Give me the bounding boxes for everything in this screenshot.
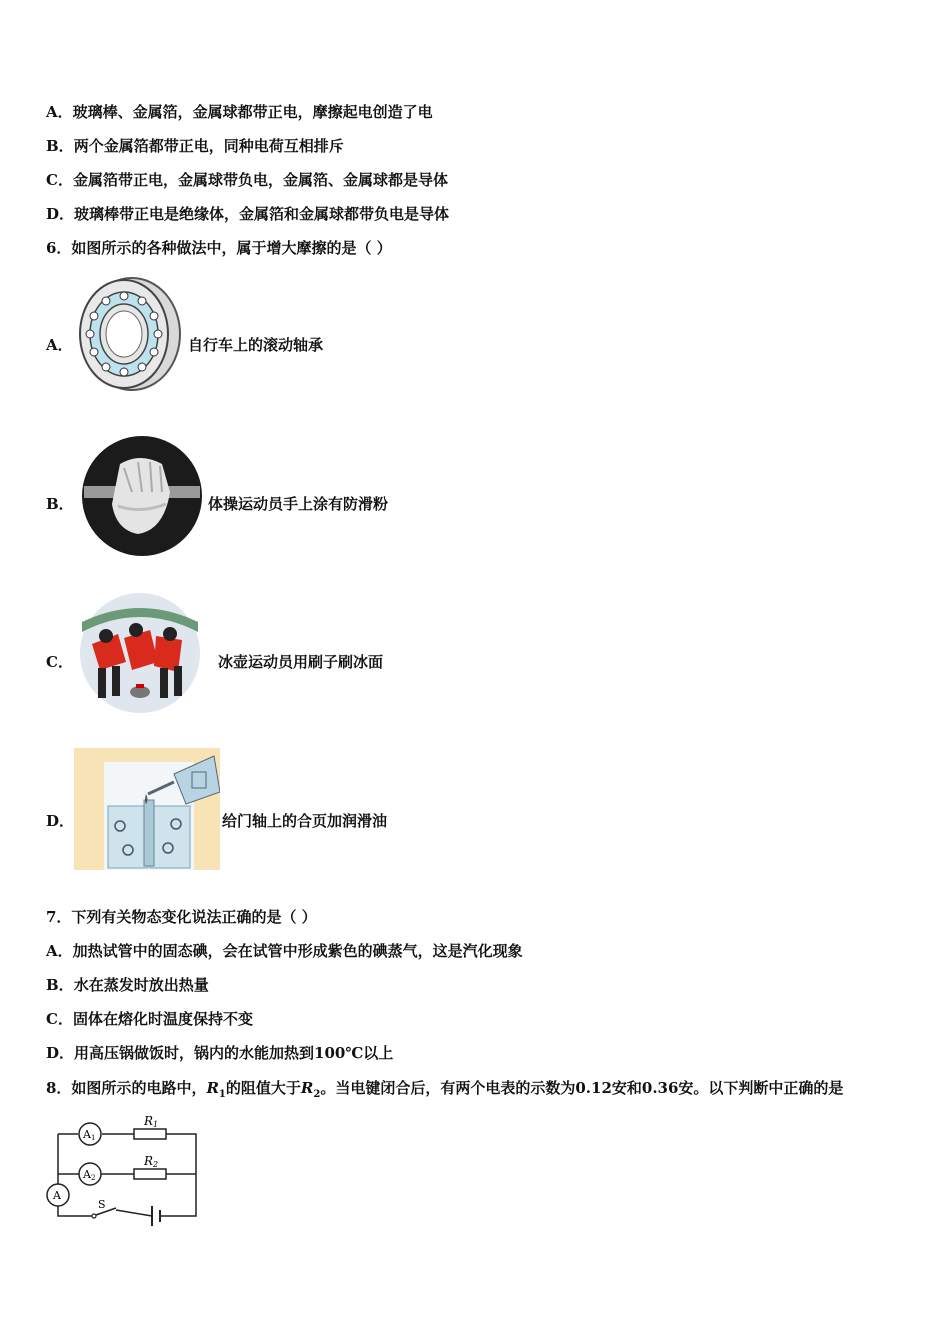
a2-label: A2 (83, 1168, 96, 1182)
curling-athletes-icon (78, 592, 202, 714)
q7-stem: 7．下列有关物态变化说法正确的是（ ） (46, 908, 317, 926)
resistor-r1 (134, 1129, 166, 1139)
q7-option-a: A．加热试管中的固态碘，会在试管中形成紫色的碘蒸气，这是汽化现象 (46, 942, 523, 960)
door-hinge-oil-icon (74, 748, 220, 870)
q7-option-c: C．固体在熔化时温度保持不变 (46, 1010, 253, 1028)
q6-option-c-letter: C． (46, 653, 73, 671)
q6-option-b-letter: B． (46, 495, 74, 513)
q7-option-b: B．水在蒸发时放出热量 (46, 976, 209, 994)
q5-option-a: A．玻璃棒、金属箔，金属球都带正电，摩擦起电创造了电 (46, 103, 433, 121)
q6-stem: 6．如图所示的各种做法中，属于增大摩擦的是（ ） (46, 239, 392, 257)
a1-label: A1 (83, 1128, 96, 1142)
q6-option-a-letter: A． (46, 336, 73, 354)
switch-label: S (98, 1198, 106, 1211)
q6-option-c-text: 冰壶运动员用刷子刷冰面 (218, 653, 384, 671)
resistor-r2 (134, 1169, 166, 1179)
q7-option-d: D．用高压锅做饭时，锅内的水能加热到100℃以上 (46, 1044, 394, 1062)
q8-stem: 8．如图所示的电路中，$R_1$的阻值大于$R_2$。当电键闭合后，有两个电表的示数为0.12安和0.36安。以下判断中正确的是 (46, 1079, 844, 1100)
a-label: A (53, 1189, 61, 1202)
q6-option-b-text: 体操运动员手上涂有防滑粉 (208, 495, 389, 513)
switch-contact (92, 1214, 96, 1218)
gymnast-hand-icon (80, 434, 204, 558)
q5-option-b: B．两个金属箔都带正电，同种电荷互相排斥 (46, 137, 344, 155)
r2-label: R2 (144, 1154, 159, 1169)
roller-bearing-icon (74, 272, 182, 396)
q5-option-d: D．玻璃棒带正电是绝缘体，金属箔和金属球都带负电是导体 (46, 205, 450, 223)
q6-option-d-letter: D． (46, 812, 75, 830)
circuit-diagram (40, 1110, 210, 1230)
q5-option-c: C．金属箔带正电，金属球带负电，金属箔、金属球都是导体 (46, 171, 448, 189)
q6-option-d-text: 给门轴上的合页加润滑油 (222, 812, 388, 830)
battery (152, 1206, 160, 1226)
r1-label: R1 (144, 1114, 159, 1129)
q6-option-a-text: 自行车上的滚动轴承 (188, 336, 324, 354)
